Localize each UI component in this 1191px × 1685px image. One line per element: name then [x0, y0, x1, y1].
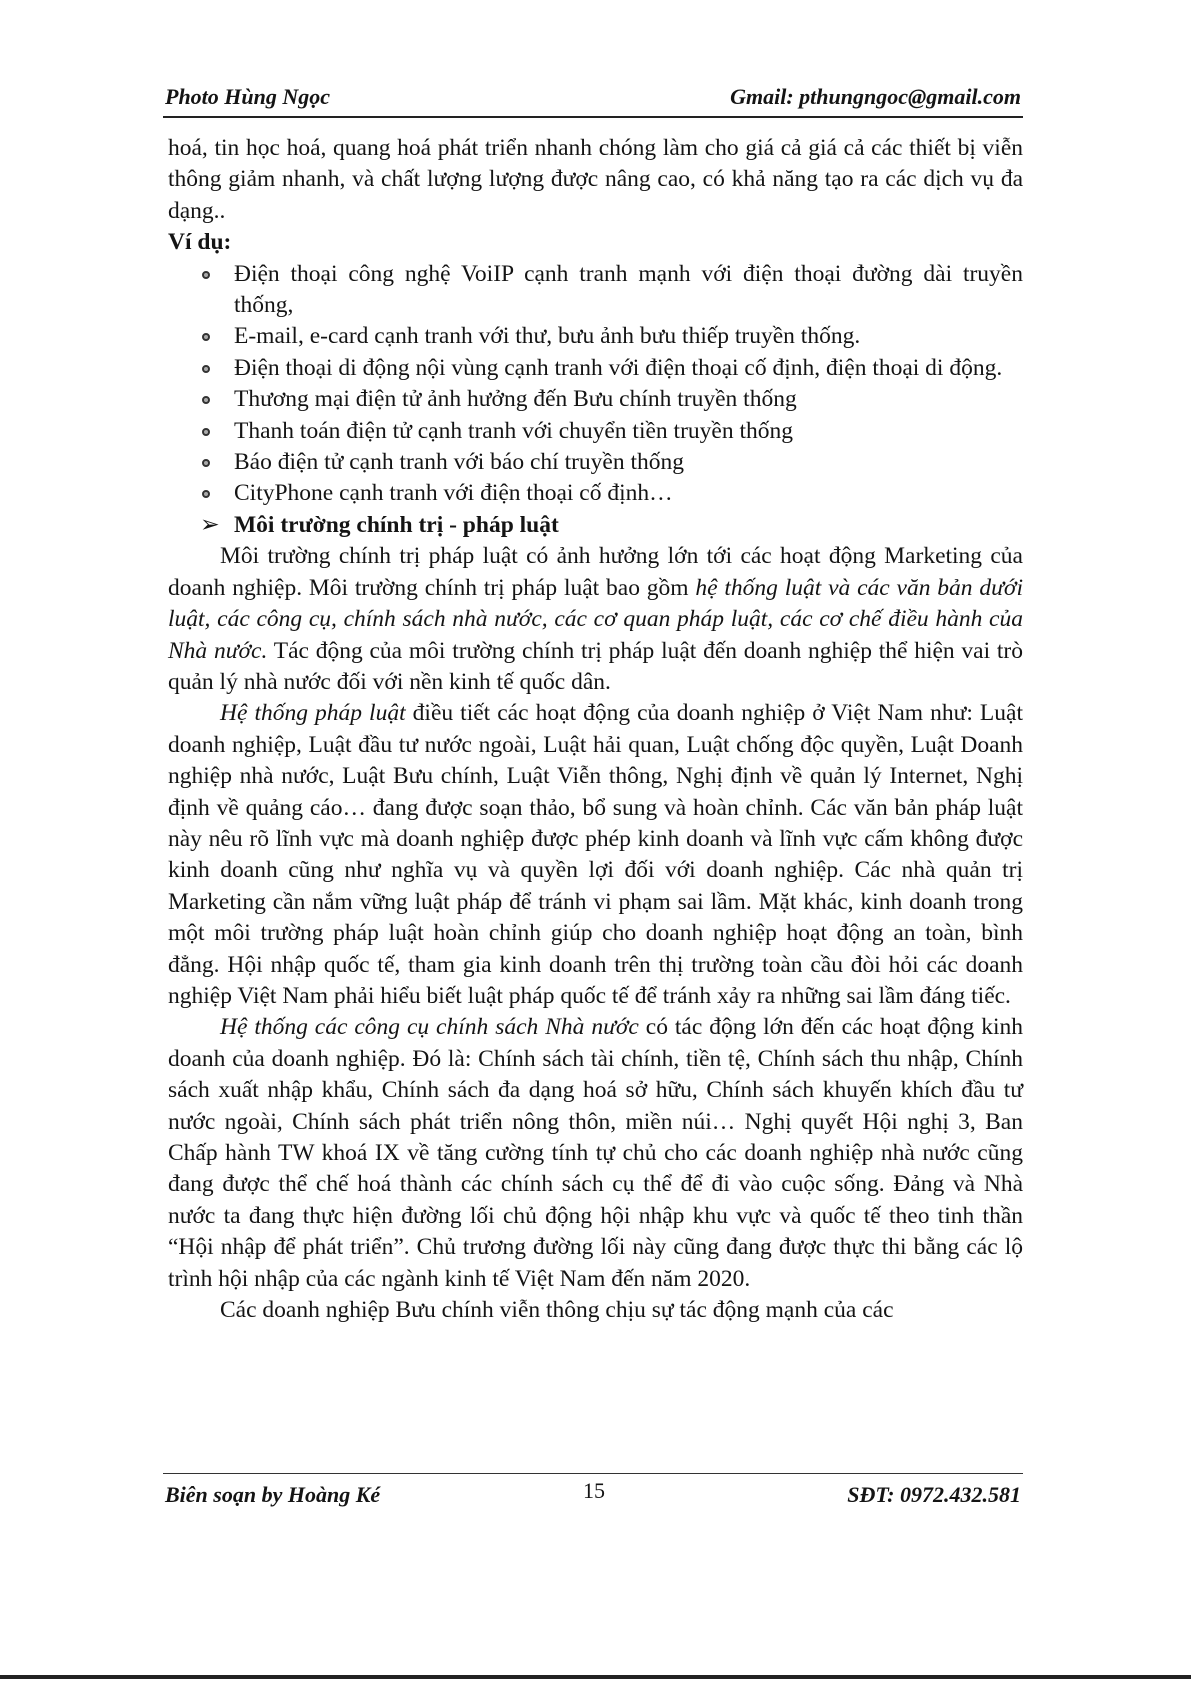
arrow-icon: ➢: [200, 511, 220, 538]
list-item: Điện thoại di động nội vùng cạnh tranh với điện thoại cố định, điện thoại di động.: [168, 353, 1023, 384]
paragraph-legal-system: Hệ thống pháp luật điều tiết các hoạt động của doanh nghiệp ở Việt Nam như: Luật doanh nghiệp, Luật đầu tư nước ngoài, Luật hải quan, Luật chống độc quyền, Luật Doanh nghiệp nhà nước, Luật Bưu chính, Luật Viễn thông, Nghị định về quản lý Internet, Nghị định về quảng cáo… đang được soạn thảo, bổ sung và hoàn chỉnh. Các văn bản pháp luật này nêu rõ lĩnh vực mà doanh nghiệp được phép kinh doanh và lĩnh vực cấm không được kinh doanh cũng như nghĩa vụ và quyền lợi đối với doanh nghiệp. Các nhà quản trị Marketing cần nắm vững luật pháp để tránh vi phạm sai lầm. Mặt khác, kinh doanh trong một môi trường pháp luật hoàn chỉnh giúp cho doanh nghiệp hoạt động an toàn, bình đẳng. Hội nhập quốc tế, tham gia kinh doanh trên thị trường toàn cầu đòi hỏi các doanh nghiệp Việt Nam phải hiểu biết luật pháp quốc tế để tránh xảy ra những sai lầm đáng tiếc.: [168, 700, 1023, 1009]
page-footer: [163, 1473, 1023, 1514]
scan-bottom-edge: [0, 1675, 1191, 1679]
paragraph-policy-tools: Hệ thống các công cụ chính sách Nhà nước có tác động lớn đến các hoạt động kinh doanh của doanh nghiệp. Đó là: Chính sách tài chính, tiền tệ, Chính sách thu nhập, Chính sách xuất nhập khẩu, Chính sách đa dạng hoá sở hữu, Chính sách khuyến khích đầu tư nước ngoài, Chính sách phát triển nông thôn, miền núi… Nghị quyết Hội nghị 3, Ban Chấp hành TW khoá IX về tăng cường tính tự chủ cho các doanh nghiệp nhà nước cũng đang được thể chế hoá thành các chính sách cụ thể để đi vào cuộc sống. Đảng và Nhà nước ta đang thực hiện đường lối chủ động hội nhập khu vực và quốc tế theo tinh thần “Hội nhập để phát triển”. Chủ trương đường lối này cũng đang được thực thi bằng các lộ trình hội nhập của các ngành kinh tế Việt Nam đến năm 2020.: [168, 1014, 1023, 1292]
paragraph-political-environment: Môi trường chính trị pháp luật có ảnh hưởng lớn tới các hoạt động Marketing của doanh nghiệp. Môi trường chính trị pháp luật bao gồm hệ thống luật và các văn bản dưới luật, các công cụ, chính sách nhà nước, các cơ quan pháp luật, các cơ chế điều hành của Nhà nước. Tác động của môi trường chính trị pháp luật đến doanh nghiệp thể hiện vai trò quản lý nhà nước đối với nền kinh tế quốc dân.: [168, 543, 1024, 695]
list-item: CityPhone cạnh tranh với điện thoại cố định…: [168, 478, 1023, 509]
list-item: Thanh toán điện tử cạnh tranh với chuyển tiền truyền thống: [168, 416, 1023, 447]
page-header: [163, 82, 1023, 118]
section-title: Môi trường chính trị - pháp luật: [234, 511, 559, 538]
list-item: Thương mại điện tử ảnh hưởng đến Bưu chính truyền thống: [168, 384, 1023, 415]
intro-paragraph: hoá, tin học hoá, quang hoá phát triển nhanh chóng làm cho giá cả giá cả các thiết bị viễn thông giảm nhanh, và chất lượng lượng được nâng cao, có khả năng tạo ra các dịch vụ đa dạng..: [168, 135, 1023, 224]
footer-author: Biên soạn by Hoàng Ké: [165, 1482, 381, 1507]
example-list: [168, 259, 1023, 510]
bullet-icon: [202, 271, 210, 279]
bullet-icon: [202, 365, 210, 373]
bullet-icon: [202, 459, 210, 467]
section-heading: [168, 510, 1023, 541]
list-item: Điện thoại công nghệ VoiIP cạnh tranh mạnh với điện thoại đường dài truyền thống,: [168, 259, 1023, 322]
bullet-icon: [202, 490, 210, 498]
page-content: [168, 133, 1023, 1326]
bullet-icon: [202, 333, 210, 341]
footer-phone: SĐT: 0972.432.581: [847, 1482, 1021, 1507]
paragraph-postal-telecom: Các doanh nghiệp Bưu chính viễn thông chịu sự tác động mạnh của các: [220, 1297, 894, 1324]
example-label: Ví dụ:: [168, 229, 232, 256]
header-left-text: Photo Hùng Ngọc: [165, 84, 331, 109]
list-item: Báo điện tử cạnh tranh với báo chí truyền thống: [168, 447, 1023, 478]
header-email: Gmail: pthungngoc@gmail.com: [730, 84, 1021, 109]
page-number: 15: [583, 1478, 605, 1503]
bullet-icon: [202, 428, 210, 436]
list-item: E-mail, e-card cạnh tranh với thư, bưu ảnh bưu thiếp truyền thống.: [168, 321, 1023, 352]
bullet-icon: [202, 396, 210, 404]
